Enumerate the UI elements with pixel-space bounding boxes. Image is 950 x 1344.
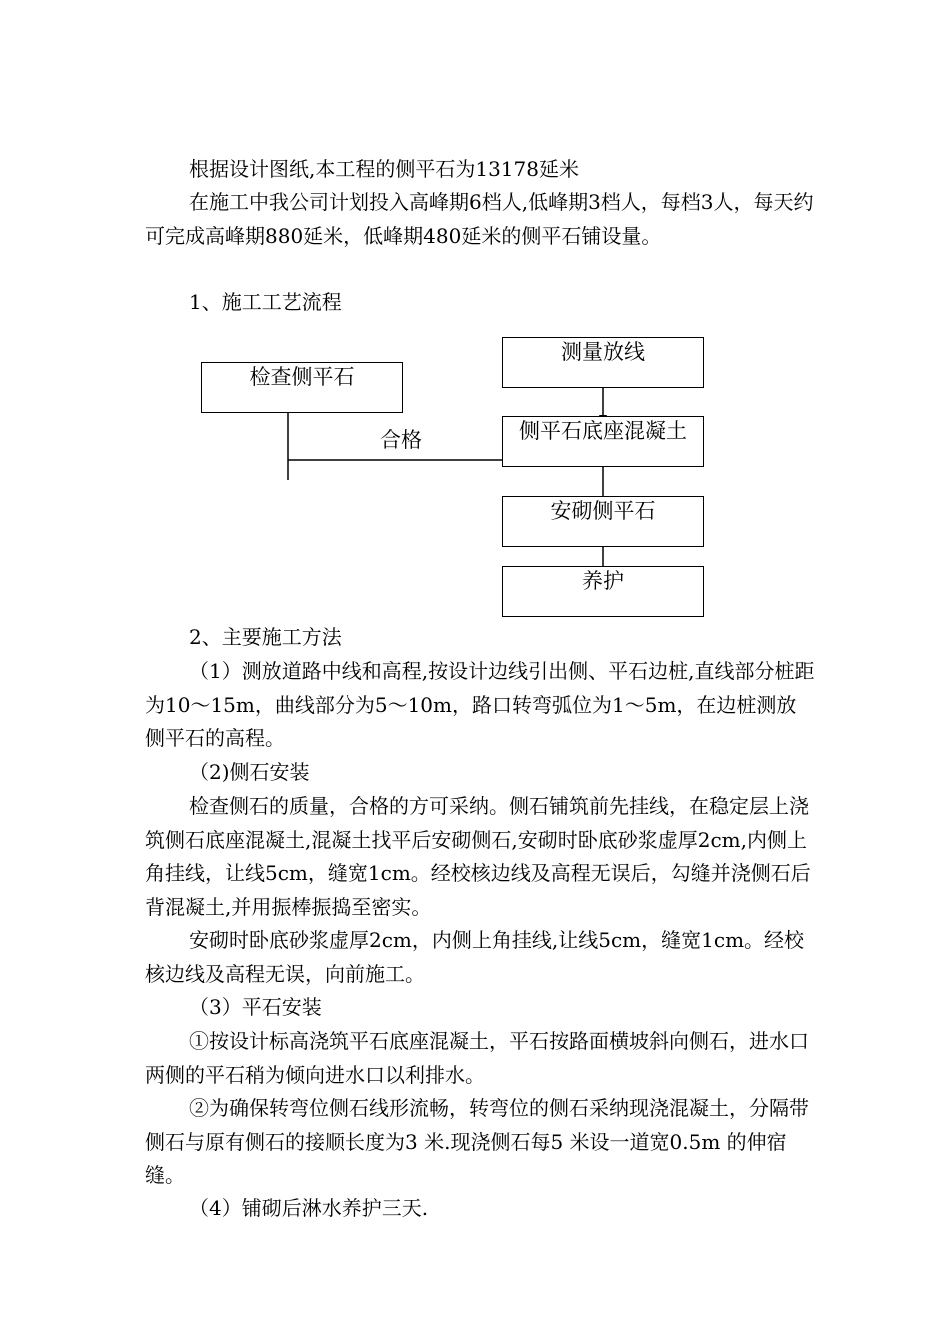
section1-heading: 1、施工工艺流程	[189, 290, 342, 314]
item1-paragraph: （1）测放道路中线和高程,按设计边线引出侧、平石边桩,直线部分桩距为10～15m，曲线部分为5～10m，路口转弯弧位为1～5m，在边桩测放侧平石的高程。	[145, 659, 815, 750]
intro-paragraph-1: 根据设计图纸,本工程的侧平石为13178延米	[189, 157, 579, 181]
survey-label: 测量放线	[561, 340, 645, 364]
item3-title: （3）平石安装	[189, 995, 322, 1019]
item3-paragraph-2: ②为确保转弯位侧石线形流畅，转弯位的侧石采纳现浇混凝土，分隔带侧石与原有侧石的接顺长度为3 米.现浇侧石每5 米设一道宽0.5m 的伸宿缝。	[145, 1096, 809, 1187]
check-curb-label: 检查侧平石	[249, 365, 355, 389]
item4-paragraph: （4）铺砌后淋水养护三天.	[189, 1196, 429, 1220]
intro-paragraph-2: 在施工中我公司计划投入高峰期6档人,低峰期3档人，每档3人，每天约可完成高峰期880延米，低峰期480延米的侧平石铺设量。	[145, 190, 814, 248]
section2-heading: 2、主要施工方法	[189, 625, 342, 649]
curing-label: 养护	[582, 569, 624, 593]
item2-paragraph-1: 检查侧石的质量，合格的方可采纳。侧石铺筑前先挂线，在稳定层上浇筑侧石底座混凝土,混凝土找平后安砌侧石,安砌时卧底砂浆虚厚2cm,内侧上角挂线，让线5cm，缝宽1cm。经校核边线及高程无误后，勾缝并浇侧石后背混凝土,并用振棒振捣至密实。	[145, 794, 811, 919]
check-curb-box	[201, 362, 403, 413]
survey-box	[502, 337, 704, 388]
item2-paragraph-2: 安砌时卧底砂浆虚厚2cm，内侧上角挂线,让线5cm，缝宽1cm。经校核边线及高程无误，向前施工。	[145, 928, 805, 986]
pass-label: 合格	[380, 428, 422, 452]
base-concrete-label: 侧平石底座混凝土	[519, 419, 687, 443]
install-curb-box	[502, 496, 704, 547]
base-concrete-box	[502, 416, 704, 467]
install-curb-label: 安砌侧平石	[550, 499, 656, 523]
curing-box	[502, 566, 704, 617]
item2-title: （2)侧石安装	[189, 760, 310, 784]
item3-paragraph-1: ①按设计标高浇筑平石底座混凝土，平石按路面横坡斜向侧石，进水口两侧的平石稍为倾向进水口以利排水。	[145, 1029, 809, 1087]
